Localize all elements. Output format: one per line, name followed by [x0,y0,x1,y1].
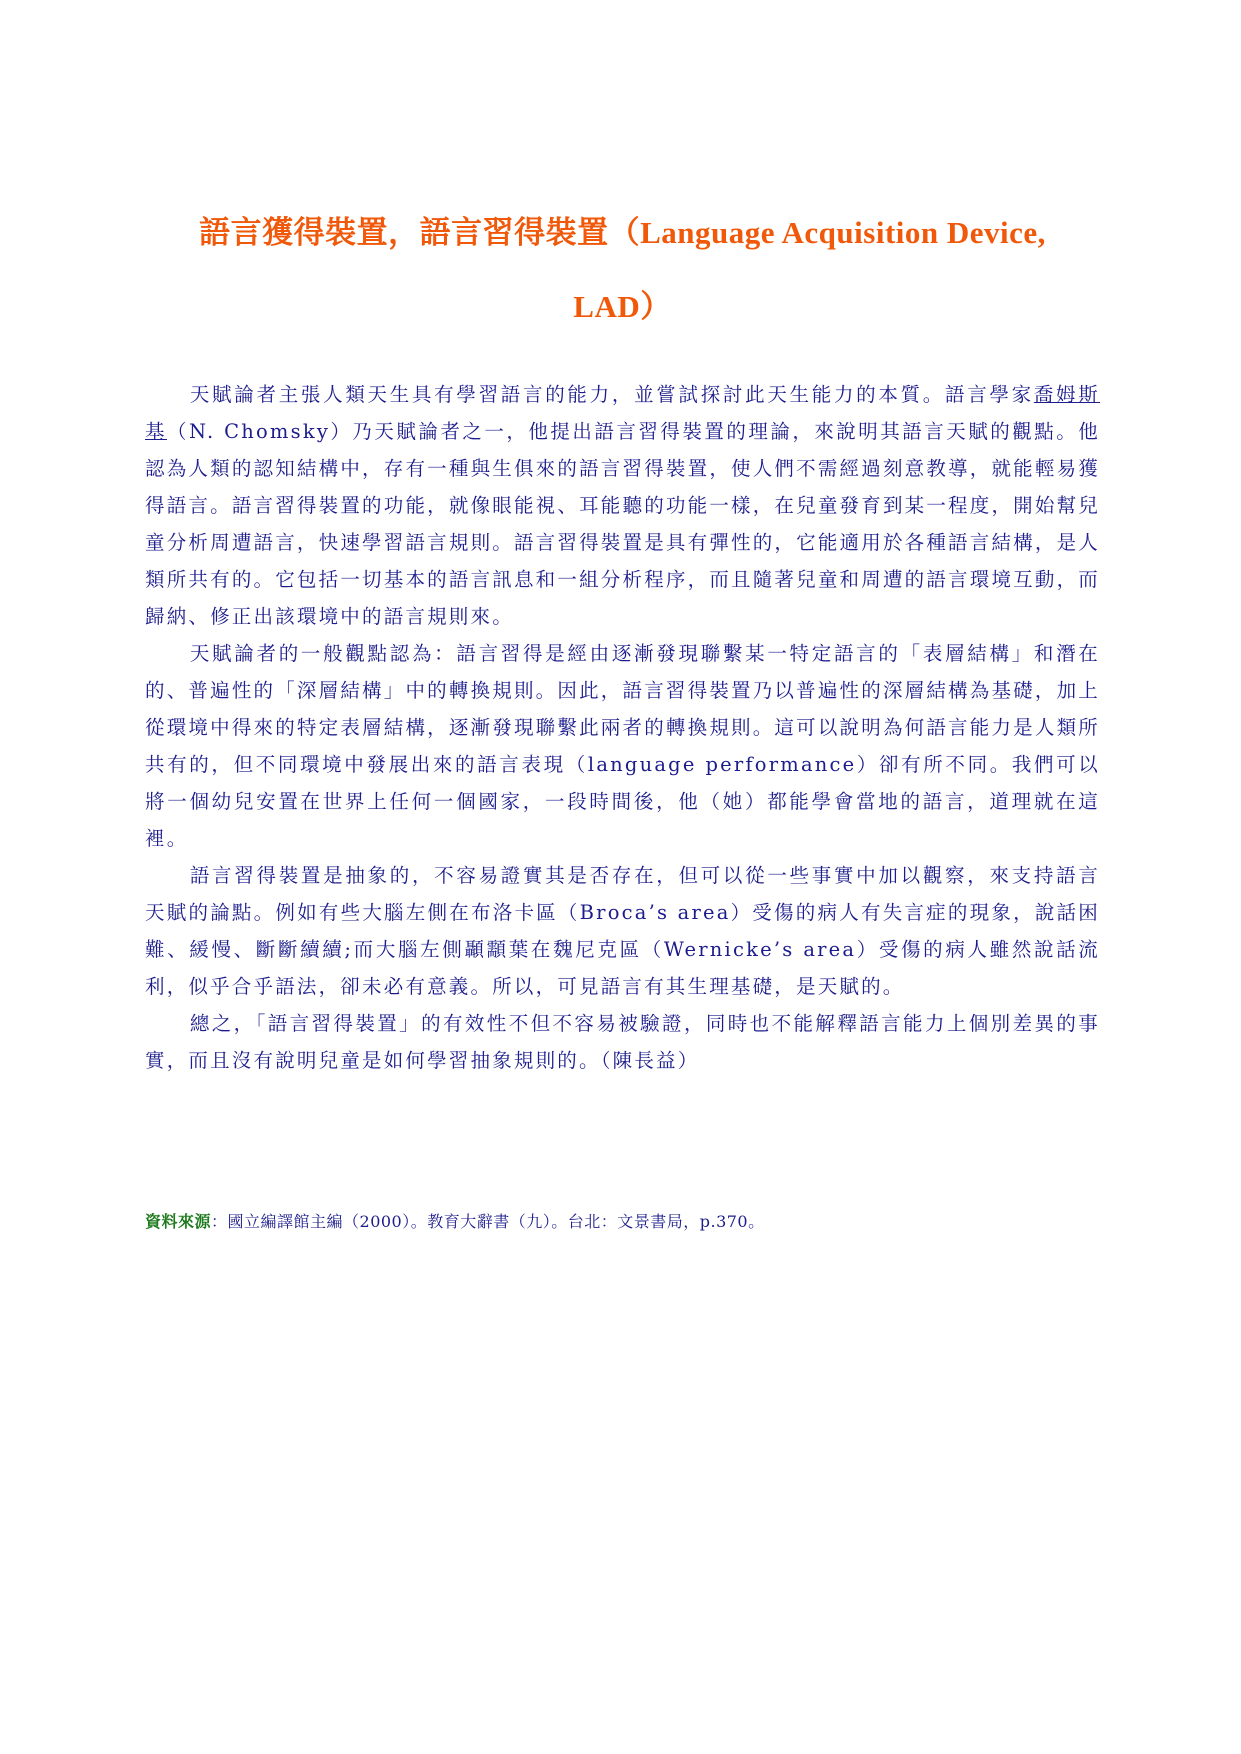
paragraph-3: 語言習得裝置是抽象的，不容易證實其是否存在，但可以從一些事實中加以觀察，來支持語言天賦的論點。例如有些大腦左側在布洛卡區（Broca’s area）受傷的病人有失言症的現象，說話困難、緩慢、斷斷續續;而大腦左側顳顬葉在魏尼克區（Wernicke’s area）受傷的病人雖然說話流利，似乎合乎語法，卻未必有意義。所以，可見語言有其生理基礎，是天賦的。 [145,864,1100,998]
title-line-1: 語言獲得裝置，語言習得裝置（Language Acquisition Device, [199,215,1046,250]
page-title [130,196,1115,344]
paragraph-1-part-1: 天賦論者主張人類天生具有學習語言的能力，並嘗試探討此天生能力的本質。語言學家 [189,383,1034,406]
source-citation [145,1208,1100,1236]
source-text: ：國立編譯館主編（2000）。教育大辭書（九）。台北：文景書局，p.370。 [211,1212,765,1231]
paragraph-2: 天賦論者的一般觀點認為：語言習得是經由逐漸發現聯繫某一特定語言的「表層結構」和潛在的、普遍性的「深層結構」中的轉換規則。因此，語言習得裝置乃以普遍性的深層結構為基礎，加上從環境中得來的特定表層結構，逐漸發現聯繫此兩者的轉換規則。這可以說明為何語言能力是人類所共有的，但不同環境中發展出來的語言表現（language performance）卻有所不同。我們可以將一個幼兒安置在世界上任何一個國家，一段時間後，他（她）都能學會當地的語言，道理就在這裡。 [145,642,1100,850]
source-label: 資料來源 [145,1212,212,1231]
paragraph-1 [145,376,1100,635]
title-line-2: LAD） [573,289,672,324]
paragraph-1-part-2: （N. Chomsky）乃天賦論者之一，他提出語言習得裝置的理論，來說明其語言天賦的觀點。他認為人類的認知結構中，存有一種與生俱來的語言習得裝置，使人們不需經過刻意教導，就能輕易獲得語言。語言習得裝置的功能，就像眼能視、耳能聽的功能一樣，在兒童發育到某一程度，開始幫兒童分析周遭語言，快速學習語言規則。語言習得裝置是具有彈性的，它能適用於各種語言結構，是人類所共有的。它包括一切基本的語言訊息和一組分析程序，而且隨著兒童和周遭的語言環境互動，而歸納、修正出該環境中的語言規則來。 [145,420,1100,628]
paragraph-4: 總之，「語言習得裝置」的有效性不但不容易被驗證，同時也不能解釋語言能力上個別差異的事實，而且沒有說明兒童是如何學習抽象規則的。（陳長益） [145,1012,1100,1072]
chomsky-link[interactable]: 喬姆斯基 [145,383,1100,443]
article-body [145,376,1100,1079]
